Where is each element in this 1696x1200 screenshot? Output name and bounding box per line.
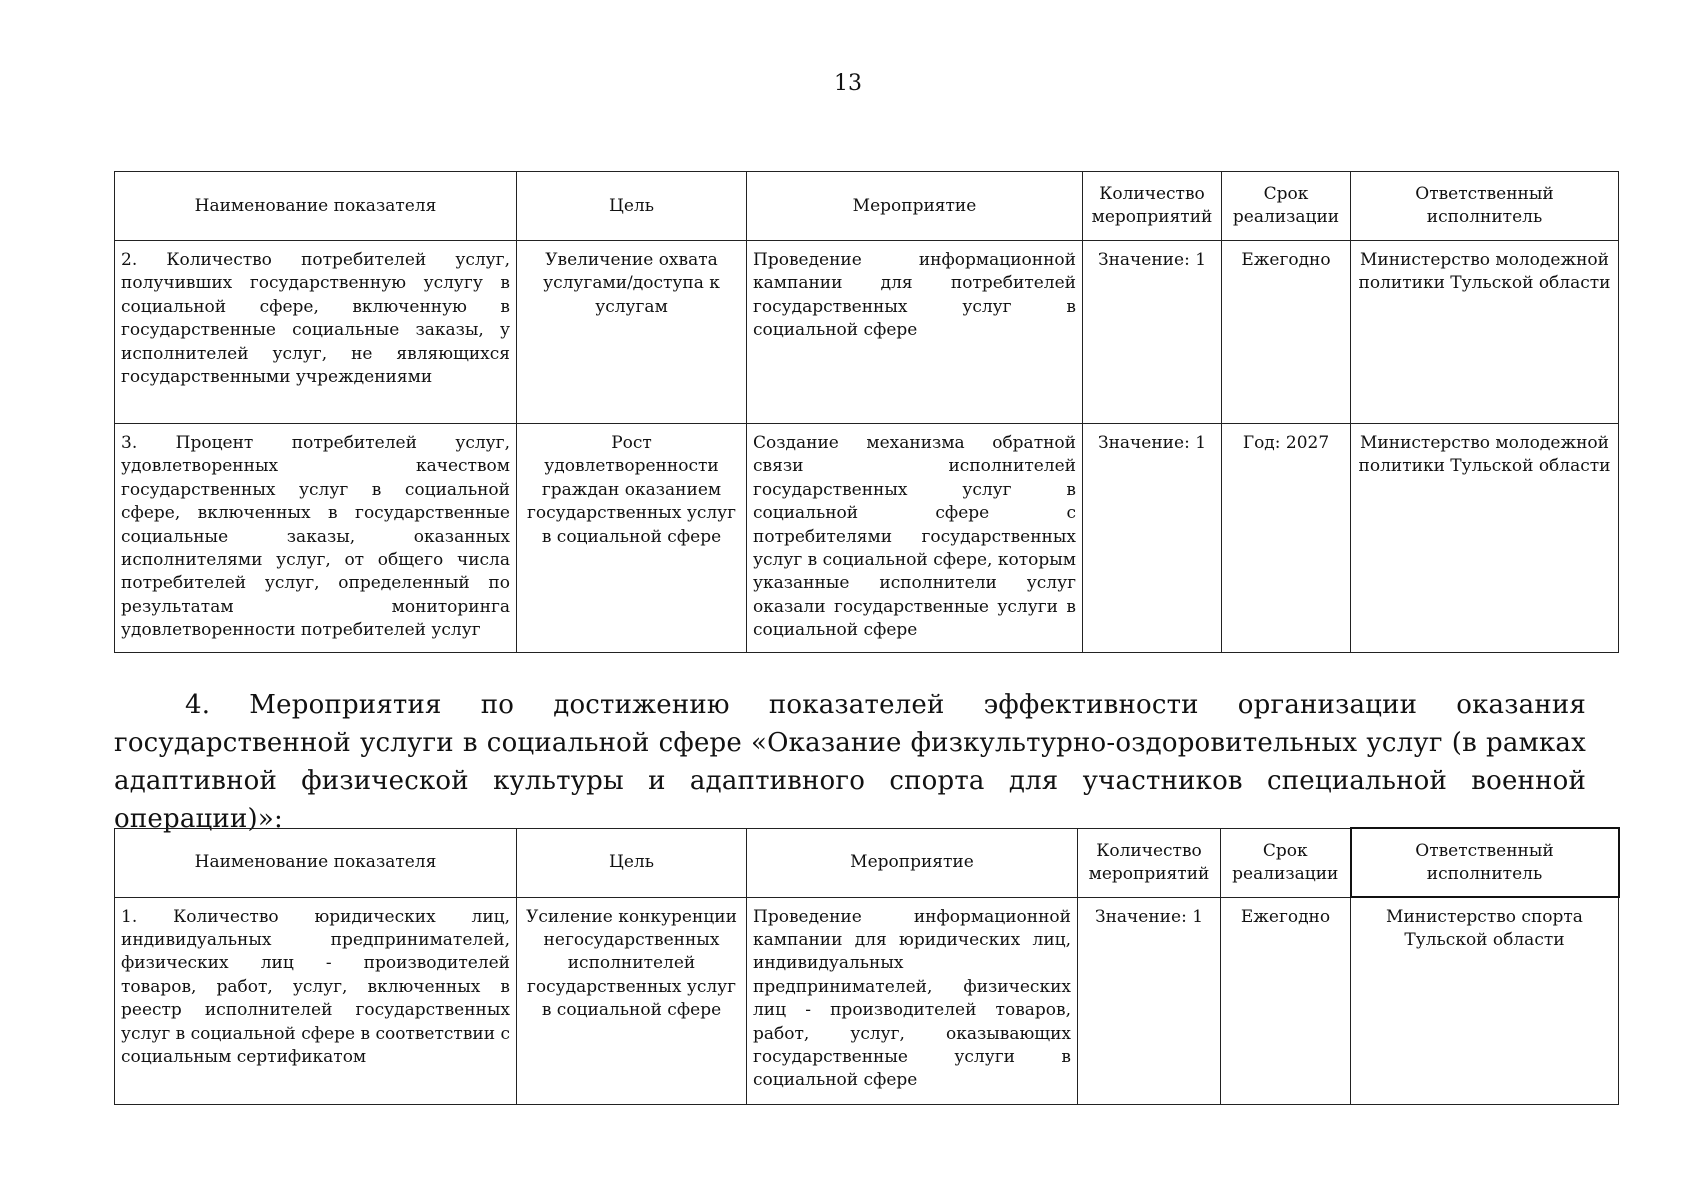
indicator-cell: 2. Количество потребителей услуг, получивших государственную услугу в социальной сфере, включенную в государственные социальные заказы, у исполнителей услуг, не являющихся государственными учреждениями <box>115 241 517 424</box>
section-heading: 4. Мероприятия по достижению показателей эффективности организации оказания государственной услуги в социальной сфере «Оказание физкультурно-оздоровительных услуг (в рамках адаптивной физической культуры и адаптивного спорта для участников специальной военной операции)»: <box>114 690 1586 834</box>
activity-cell: Создание механизма обратной связи исполнителей государственных услуг в социальной сфере с потребителями государственных услуг в социальной сфере, которым указанные исполнители услуг оказали государственные услуги в социальной сфере <box>747 424 1083 653</box>
goal-cell: Рост удовлетворенности граждан оказанием государственных услуг в социальной сфере <box>517 424 747 653</box>
table-row <box>115 424 1619 653</box>
responsible-cell: Министерство спорта Тульской области <box>1351 897 1619 1104</box>
table-row <box>115 897 1619 1104</box>
table-header-row <box>115 172 1619 241</box>
responsible-cell: Министерство молодежной политики Тульской области <box>1351 424 1619 653</box>
term-cell: Год: 2027 <box>1222 424 1351 653</box>
indicators-table-bottom <box>114 827 1620 1105</box>
term-cell: Ежегодно <box>1222 241 1351 424</box>
header-responsible: Ответственный исполнитель <box>1351 828 1619 897</box>
header-activity: Мероприятие <box>747 828 1078 897</box>
header-term: Срок реализации <box>1222 172 1351 241</box>
indicator-cell: 3. Процент потребителей услуг, удовлетворенных качеством государственных услуг в социальной сфере, включенных в государственные социальные заказы, оказанных исполнителями услуг, от общего числа потребителей услуг, определенный по результатам мониторинга удовлетворенности потребителей услуг <box>115 424 517 653</box>
activity-cell: Проведение информационной кампании для потребителей государственных услуг в социальной сфере <box>747 241 1083 424</box>
goal-cell: Усиление конкуренции негосударственных исполнителей государственных услуг в социальной сфере <box>517 897 747 1104</box>
indicator-cell: 1. Количество юридических лиц, индивидуальных предпринимателей, физических лиц - производителей товаров, работ, услуг, включенных в реестр исполнителей государственных услуг в социальной сфере в соответствии с социальным сертификатом <box>115 897 517 1104</box>
header-goal: Цель <box>517 828 747 897</box>
header-term: Срок реализации <box>1221 828 1351 897</box>
header-indicator: Наименование показателя <box>115 828 517 897</box>
table-header-row <box>115 828 1619 897</box>
term-cell: Ежегодно <box>1221 897 1351 1104</box>
header-activity: Мероприятие <box>747 172 1083 241</box>
page-number: 13 <box>834 71 862 96</box>
header-indicator: Наименование показателя <box>115 172 517 241</box>
activity-cell: Проведение информационной кампании для юридических лиц, индивидуальных предпринимателей, физических лиц - производителей товаров, работ, услуг, оказывающих государственные услуги в социальной сфере <box>747 897 1078 1104</box>
header-count: Количество мероприятий <box>1078 828 1221 897</box>
indicators-table-top <box>114 171 1619 653</box>
header-goal: Цель <box>517 172 747 241</box>
goal-cell: Увеличение охвата услугами/доступа к услугам <box>517 241 747 424</box>
header-responsible: Ответственный исполнитель <box>1351 172 1619 241</box>
responsible-cell: Министерство молодежной политики Тульской области <box>1351 241 1619 424</box>
count-cell: Значение: 1 <box>1078 897 1221 1104</box>
count-cell: Значение: 1 <box>1083 241 1222 424</box>
table-row <box>115 241 1619 424</box>
count-cell: Значение: 1 <box>1083 424 1222 653</box>
header-count: Количество мероприятий <box>1083 172 1222 241</box>
